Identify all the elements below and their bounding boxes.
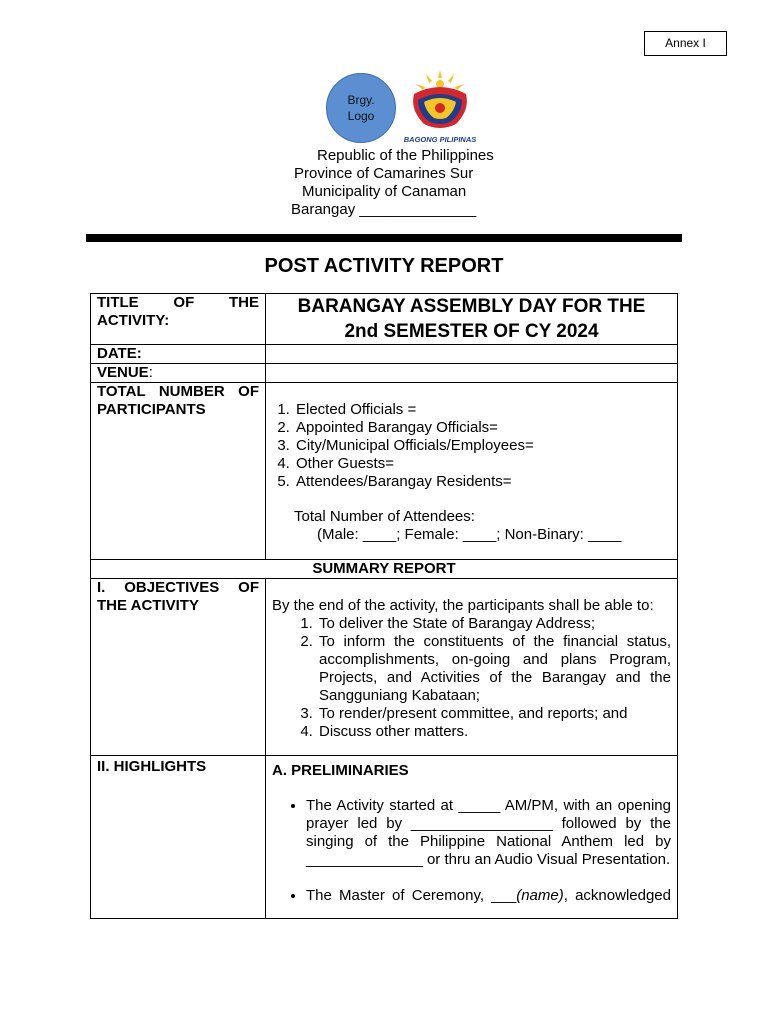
summary-heading: SUMMARY REPORT [91, 560, 678, 579]
venue-row [91, 364, 678, 383]
highlight-item: • The Activity started at _____ AM/PM, with an opening prayer led by _________________ followed by the singing of the Philippine National Anthem led by ______________ or thru an Audio Visual Presentation. [306, 797, 671, 869]
activity-title-row [91, 294, 678, 345]
venue-label [91, 364, 266, 383]
activity-title-line2: 2nd SEMESTER OF CY 2024 [344, 321, 599, 342]
report-table [90, 293, 678, 919]
activity-title-line1: BARANGAY ASSEMBLY DAY FOR THE [297, 296, 646, 317]
participants-item: 4. Other Guests= [294, 455, 671, 473]
gender-breakdown: (Male: ____; Female: ____; Non-Binary: ____ [317, 526, 622, 543]
participants-list [272, 401, 671, 491]
activity-title-value [266, 294, 678, 345]
venue-value [266, 364, 678, 383]
objectives-value [266, 579, 678, 756]
participants-item: 5. Attendees/Barangay Residents= [294, 473, 671, 491]
highlights-row [91, 756, 678, 919]
highlights-list [272, 797, 671, 905]
page-title: POST ACTIVITY REPORT [264, 255, 504, 277]
participants-item: 3. City/Municipal Officials/Employees= [294, 437, 671, 455]
province-line: Province of Camarines Sur [294, 165, 474, 182]
republic-line: Republic of the Philippines [317, 147, 494, 164]
participants-item: 2. Appointed Barangay Officials= [294, 419, 671, 437]
venue-label-text: VENUE [97, 364, 149, 381]
mc-text-b: , acknowledged [563, 887, 671, 904]
activity-title-label [91, 294, 266, 345]
logo-text-line1: Brgy. [347, 93, 375, 107]
logo-text-line2: Logo [347, 109, 375, 123]
participants-item: 1. Elected Officials = [294, 401, 671, 419]
bagong-pilipinas-logo [400, 66, 480, 146]
date-label: DATE: [91, 345, 266, 364]
participants-value [266, 383, 678, 560]
participants-row [91, 383, 678, 560]
objective-item: 2. To inform the constituents of the financial status, accomplishments, on-going and plans Program, Projects, and Activities of the Barangay and the Sangguniang Kabataan; [317, 633, 671, 705]
highlights-label: II. HIGHLIGHTS [91, 756, 266, 919]
date-value [266, 345, 678, 364]
venue-colon: : [148, 364, 153, 381]
mc-text-a: The Master of Ceremony, ___ [306, 887, 517, 904]
objectives-label [91, 579, 266, 756]
title-label-text: TITLE OF THE ACTIVITY: [97, 294, 259, 329]
highlight-item [306, 887, 671, 905]
bagong-pilipinas-text: BAGONG PILIPINAS [403, 135, 477, 144]
objective-item: 3. To render/present committee, and reports; and [317, 705, 671, 723]
participants-label [91, 383, 266, 560]
objective-item: 1. To deliver the State of Barangay Address; [317, 615, 671, 633]
highlights-value [266, 756, 678, 919]
objectives-row [91, 579, 678, 756]
municipality-line: Municipality of Canaman [302, 183, 467, 200]
total-attendees: Total Number of Attendees: [294, 508, 475, 525]
header-divider [86, 234, 682, 242]
participants-label-text: TOTAL NUMBER OF PARTICIPANTS [97, 383, 259, 418]
summary-heading-row [91, 560, 678, 579]
annex-label: Annex I [644, 31, 727, 56]
barangay-logo-placeholder [326, 73, 396, 143]
objective-item: 4. Discuss other matters. [317, 723, 671, 741]
barangay-line: Barangay ______________ [291, 201, 477, 218]
mc-name-placeholder: (name) [516, 887, 564, 904]
objectives-intro: By the end of the activity, the participants shall be able to: [272, 597, 654, 614]
preliminaries-heading: A. PRELIMINARIES [272, 762, 409, 779]
objectives-list [272, 615, 671, 741]
date-row [91, 345, 678, 364]
objectives-label-text: I. OBJECTIVES OF THE ACTIVITY [97, 579, 259, 614]
